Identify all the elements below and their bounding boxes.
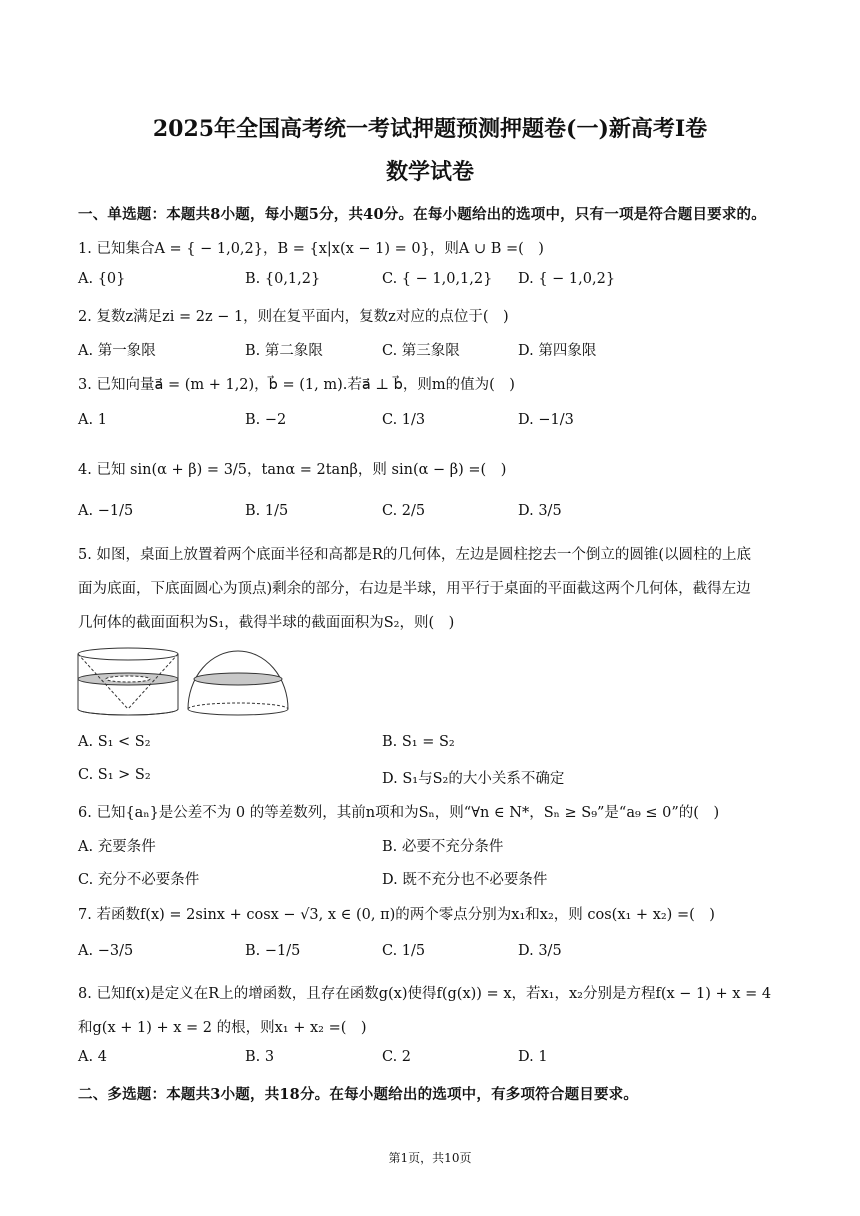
q5-stem-line-2: 面为底面，下底面圆心为顶点)剩余的部分，右边是半球，用平行于桌面的平面截这两个几何体，截得左边 bbox=[78, 581, 751, 597]
q5-stem-line-3: 几何体的截面面积为S₁，截得半球的截面面积为S₂，则( ) bbox=[78, 615, 455, 631]
q6-option-c: C. 充分不必要条件 bbox=[78, 872, 200, 888]
q3-option-a: A. 1 bbox=[78, 412, 107, 428]
q7-option-c: C. 1/5 bbox=[382, 943, 426, 959]
q7-stem: 7. 若函数f(x) = 2sinx + cosx − √3, x ∈ (0, π)的两个零点分别为x₁和x₂，则 cos(x₁ + x₂) =( ) bbox=[78, 907, 715, 923]
q4-option-d: D. 3/5 bbox=[518, 503, 562, 519]
q1-stem: 1. 已知集合A = { − 1,0,2}，B = {x|x(x − 1) = 0}，则A ∪ B =( ) bbox=[78, 241, 544, 257]
q5-option-c: C. S₁ > S₂ bbox=[78, 767, 151, 783]
q5-figure bbox=[76, 643, 291, 718]
q1-option-b: B. {0,1,2} bbox=[245, 271, 321, 287]
section-1-heading: 一、单选题：本题共8小题，每小题5分，共40分。在每小题给出的选项中，只有一项是符合题目要求的。 bbox=[78, 206, 766, 223]
q4-option-c: C. 2/5 bbox=[382, 503, 426, 519]
q5-option-a: A. S₁ < S₂ bbox=[78, 734, 151, 750]
q4-stem: 4. 已知 sin(α + β) = 3/5，tanα = 2tanβ，则 sin(α − β) =( ) bbox=[78, 462, 507, 478]
cylinder-with-cone-drawing bbox=[78, 648, 178, 715]
page-footer: 第1页，共10页 bbox=[388, 1151, 472, 1165]
q1-option-a: A. {0} bbox=[78, 271, 126, 287]
q2-stem: 2. 复数z满足zi = 2z − 1，则在复平面内，复数z对应的点位于( ) bbox=[78, 309, 509, 325]
q5-option-b: B. S₁ = S₂ bbox=[382, 734, 455, 750]
q3-stem: 3. 已知向量a⃗ = (m + 1,2)，b⃗ = (1, m).若a⃗ ⊥ b⃗，则m的值为( ) bbox=[78, 377, 515, 393]
q8-stem-line-2: 和g(x + 1) + x = 2 的根，则x₁ + x₂ =( ) bbox=[78, 1020, 367, 1036]
q1-option-c: C. { − 1,0,1,2} bbox=[382, 271, 493, 287]
q8-stem-line-1: 8. 已知f(x)是定义在R上的增函数，且存在函数g(x)使得f(g(x)) = x，若x₁，x₂分别是方程f(x − 1) + x = 4 bbox=[78, 986, 772, 1002]
q6-option-d: D. 既不充分也不必要条件 bbox=[382, 872, 548, 888]
q3-option-d: D. −1/3 bbox=[518, 412, 574, 428]
q6-option-b: B. 必要不充分条件 bbox=[382, 839, 504, 855]
q2-option-d: D. 第四象限 bbox=[518, 343, 597, 359]
q5-option-d: D. S₁与S₂的大小关系不确定 bbox=[382, 771, 565, 787]
q7-option-a: A. −3/5 bbox=[78, 943, 134, 959]
section-2-heading: 二、多选题：本题共3小题，共18分。在每小题给出的选项中，有多项符合题目要求。 bbox=[78, 1086, 639, 1103]
q4-option-a: A. −1/5 bbox=[78, 503, 134, 519]
q4-option-b: B. 1/5 bbox=[245, 503, 289, 519]
q6-stem: 6. 已知{aₙ}是公差不为 0 的等差数列，其前n项和为Sₙ，则“∀n ∈ N*，Sₙ ≥ S₉”是“a₉ ≤ 0”的( ) bbox=[78, 805, 720, 821]
hemisphere-drawing bbox=[188, 651, 288, 715]
q8-option-c: C. 2 bbox=[382, 1049, 412, 1065]
q2-option-b: B. 第二象限 bbox=[245, 343, 323, 359]
q5-stem-line-1: 5. 如图，桌面上放置着两个底面半径和高都是R的几何体，左边是圆柱挖去一个倒立的圆锥(以圆柱的上底 bbox=[78, 547, 752, 563]
q7-option-b: B. −1/5 bbox=[245, 943, 301, 959]
q3-option-b: B. −2 bbox=[245, 412, 287, 428]
q3-option-c: C. 1/3 bbox=[382, 412, 426, 428]
exam-title: 2025年全国高考统一考试押题预测押题卷(一)新高考Ⅰ卷 bbox=[152, 116, 708, 142]
exam-subtitle: 数学试卷 bbox=[385, 159, 474, 185]
q8-option-b: B. 3 bbox=[245, 1049, 275, 1065]
q8-option-d: D. 1 bbox=[518, 1049, 548, 1065]
q2-option-a: A. 第一象限 bbox=[78, 343, 156, 359]
q7-option-d: D. 3/5 bbox=[518, 943, 562, 959]
q2-option-c: C. 第三象限 bbox=[382, 343, 460, 359]
q6-option-a: A. 充要条件 bbox=[78, 839, 156, 855]
q1-option-d: D. { − 1,0,2} bbox=[518, 271, 616, 287]
q8-option-a: A. 4 bbox=[78, 1049, 107, 1065]
